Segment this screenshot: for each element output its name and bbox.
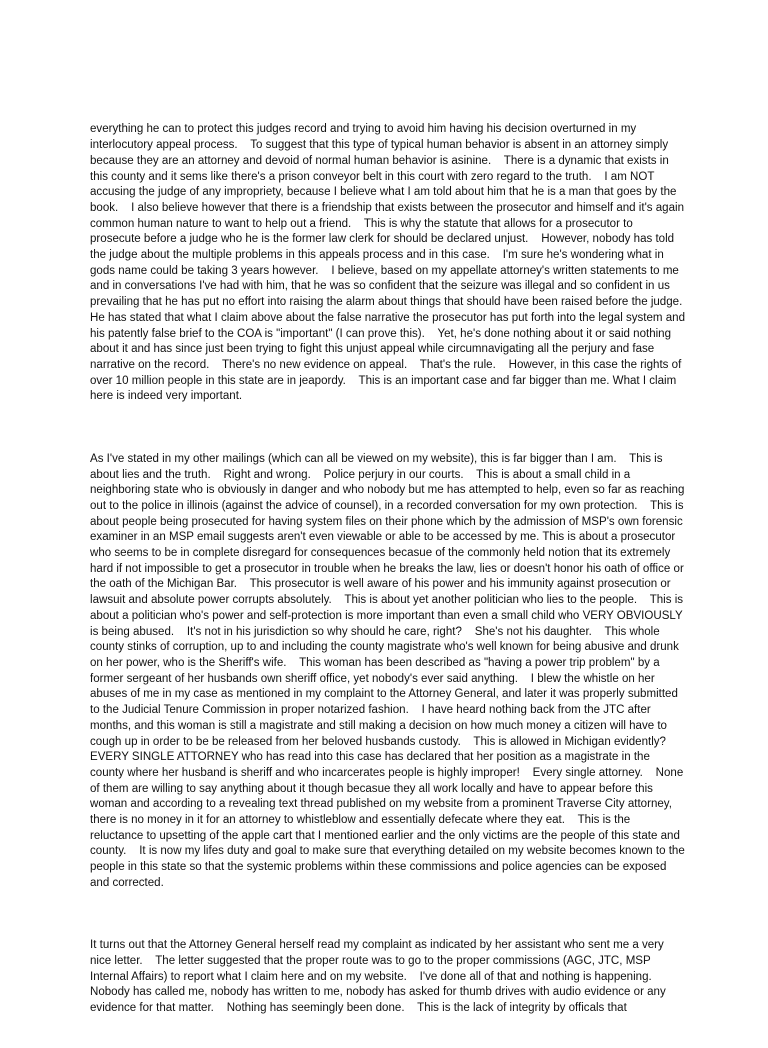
paragraph-1: everything he can to protect this judges record and trying to avoid him having his decision overturned in my interlocutory appeal process. To suggest that this type of typical human behavior is absent in an attorney simply because they are an attorney and devoid of normal human behavior is asinine. There is a dynamic that exists in this county and it sems like there's a prison conveyor belt in this court with zero regard to the truth. I am NOT accusing the judge of any impropriety, because I believe what I am told about him that he is a man that goes by the book. I also believe however that there is a friendship that exists between the prosecutor and himself and it's again common human nature to want to help out a friend. This is why the statute that allows for a prosecutor to prosecute before a judge who he is the former law clerk for should be declared unjust. However, nobody has told the judge about the multiple problems in this appeals process and in this case. I'm sure he's wondering what in gods name could be taking 3 years however. I believe, based on my appellate attorney's written statements to me and in conversations I've had with him, that he was so confident that the seizure was illegal and so confident in us prevailing that he has put no effort into raising the alarm about things that should have been raised before the judge. He has stated that what I claim above about the false narrative the prosecutor has put forth into the legal system and his patently false brief to the COA is "important" (I can prove this). Yet, he's done nothing about it or said nothing about it and has since just been trying to fight this unjust appeal while circumnavigating all the perjury and fase narrative on the record. There's no new evidence on appeal. That's the rule. However, in this case the rights of over 10 million people in this state are in jeapordy. This is an important case and far bigger than me. What I claim here is indeed very important.	[90, 123, 696, 403]
paragraph-2: As I've stated in my other mailings (which can all be viewed on my website), this is far bigger than I am. This is about lies and the truth. Right and wrong. Police perjury in our courts. This is about a small child in a neighboring state who is obviously in danger and who nobody but me has attempted to help, even so far as reaching out to the police in illinois (against the advice of counsel), in a recorded conversation for my own protection. This is about people being prosecuted for having system files on their phone which by the admission of MSP's own forensic examiner in an MSP email suggests aren't even viewable or able to be accessed by me. This is about a prosecutor who seems to be in complete disregard for consequences becasue of the commonly held notion that its extremely hard if not impossible to get a prosecutor in trouble when he breaks the law, lies or doesn't honor his oath of office or the oath of the Michigan Bar. This prosecutor is well aware of his power and his immunity against prosecution or lawsuit and absolute power corrupts absolutely. This is about yet another politician who lies to the people. This is about a politician who's power and self-protection is more important than even a small child who VERY OBVIOUSLY is being abused. It's not in his jurisdiction so why should he care, right? She's not his daughter. This whole county stinks of corruption, up to and including the county magistrate who's well known for being abusive and drunk on her power, who is the Sheriff's wife. This woman has been described as "having a power trip problem" by a former sergeant of her husbands own sheriff office, yet nobody's ever said anything. I blew the whistle on her abuses of me in my case as mentioned in my complaint to the Attorney General, and later it was properly submitted to the Judicial Tenure Commission in proper notarized fashion. I have heard nothing back from the JTC after months, and this woman is still a magistrate and still making a decision on how much money a citizen will have to cough up in order to be be released from her beloved husbands custody. This is allowed in Michigan evidently? EVERY SINGLE ATTORNEY who has read into this case has declared that her position as a magistrate in the county where her husband is sheriff and who incarcerates people is highly improper! Every single attorney. None of them are willing to say anything about it though becasue they all work locally and have to appear before this woman and according to a revealing text thread published on my website from a prominent Traverse City attorney, there is no money in it for an attorney to whistleblow and essentially defecate where they eat. This is the reluctance to upsetting of the apple cart that I mentioned earlier and the only victims are the people of this state and county. It is now my lifes duty and goal to make sure that everything detailed on my website becomes known to the people in this state so that the systemic problems within these commissions and police agencies can be exposed and corrected.	[90, 452, 688, 889]
document-body	[90, 91, 696, 1048]
paragraph-3: It turns out that the Attorney General herself read my complaint as indicated by her assistant who sent me a very nice letter. The letter suggested that the proper route was to go to the proper commissions (AGC, JTC, MSP Internal Affairs) to report what I claim here and on my website. I've done all of that and nothing is happening. Nobody has called me, nobody has written to me, nobody has asked for thumb drives with audio evidence or any evidence for that matter. Nothing has seemingly been done. This is the lack of integrity by officals that	[90, 939, 669, 1015]
